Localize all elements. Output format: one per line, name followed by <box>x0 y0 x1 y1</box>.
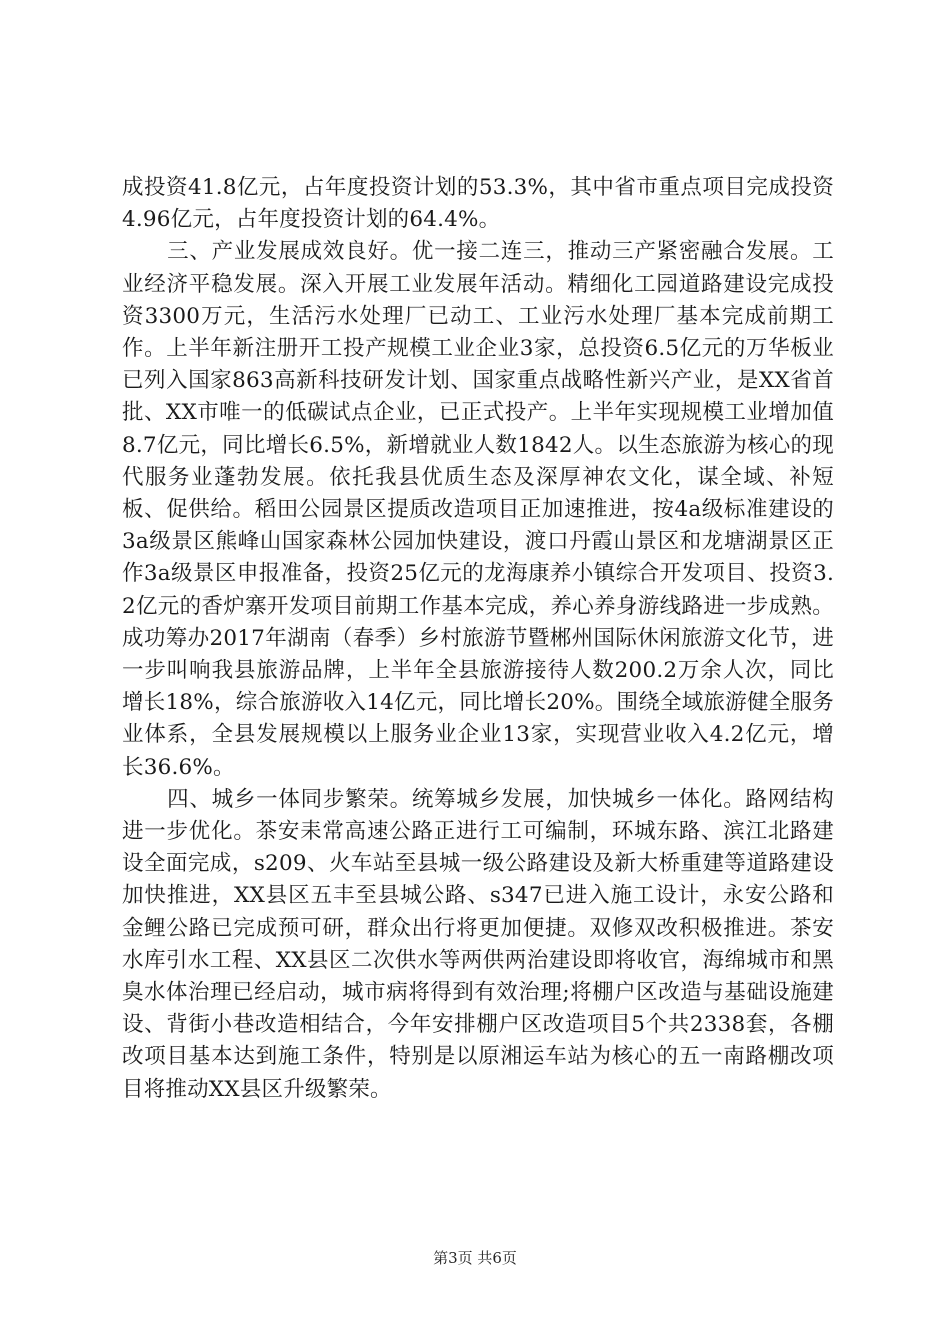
paragraph-continuation: 成投资41.8亿元，占年度投资计划的53.3%，其中省市重点项目完成投资4.96亿元，占年度投资计划的64.4%。 <box>122 175 834 233</box>
paragraph-industry-development: 三、产业发展成效良好。优一接二连三，推动三产紧密融合发展。工业经济平稳发展。深入开展工业发展年活动。精细化工园道路建设完成投资3300万元，生活污水处理厂已动工、工业污水处理厂基本完成前期工作。上半年新注册开工投产规模工业企业3家，总投资6.5亿元的万华板业已列入国家863高新科技研发计划、国家重点战略性新兴产业，是XX省首批、XX市唯一的低碳试点企业，已正式投产。上半年实现规模工业增加值8.7亿元，同比增长6.5%，新增就业人数1842人。以生态旅游为核心的现代服务业蓬勃发展。依托我县优质生态及深厚神农文化，谋全域、补短板、促供给。稻田公园景区提质改造项目正加速推进，按4a级标准建设的3a级景区熊峰山国家森林公园加快建设，渡口丹霞山景区和龙塘湖景区正作3a级景区申报准备，投资25亿元的龙海康养小镇综合开发项目、投资3.2亿元的香炉寨开发项目前期工作基本完成，养心养身游线路进一步成熟。成功筹办2017年湖南（春季）乡村旅游节暨郴州国际休闲旅游文化节，进一步叫响我县旅游品牌，上半年全县旅游接待人数200.2万余人次，同比增长18%，综合旅游收入14亿元，同比增长20%。围绕全域旅游健全服务业体系，全县发展规模以上服务业企业13家，实现营业收入4.2亿元，增长36.6%。 <box>122 239 834 780</box>
document-body <box>122 172 834 1106</box>
page-footer: 第3页 共6页 <box>433 1249 517 1267</box>
paragraph-urban-rural-integration: 四、城乡一体同步繁荣。统筹城乡发展，加快城乡一体化。路网结构进一步优化。茶安耒常高速公路正进行工可编制，环城东路、滨江北路建设全面完成，s209、火车站至县城一级公路建设及新大桥重建等道路建设加快推进，XX县区五丰至县城公路、s347已进入施工设计，永安公路和金鲤公路已完成预可研，群众出行将更加便捷。双修双改积极推进。茶安水库引水工程、XX县区二次供水等两供两治建设即将收官，海绵城市和黑臭水体治理已经启动，城市病将得到有效治理;将棚户区改造与基础设施建设、背街小巷改造相结合，今年安排棚户区改造项目5个共2338套，各棚改项目基本达到施工条件，特别是以原湘运车站为核心的五一南路棚改项目将推动XX县区升级繁荣。 <box>122 786 834 1102</box>
